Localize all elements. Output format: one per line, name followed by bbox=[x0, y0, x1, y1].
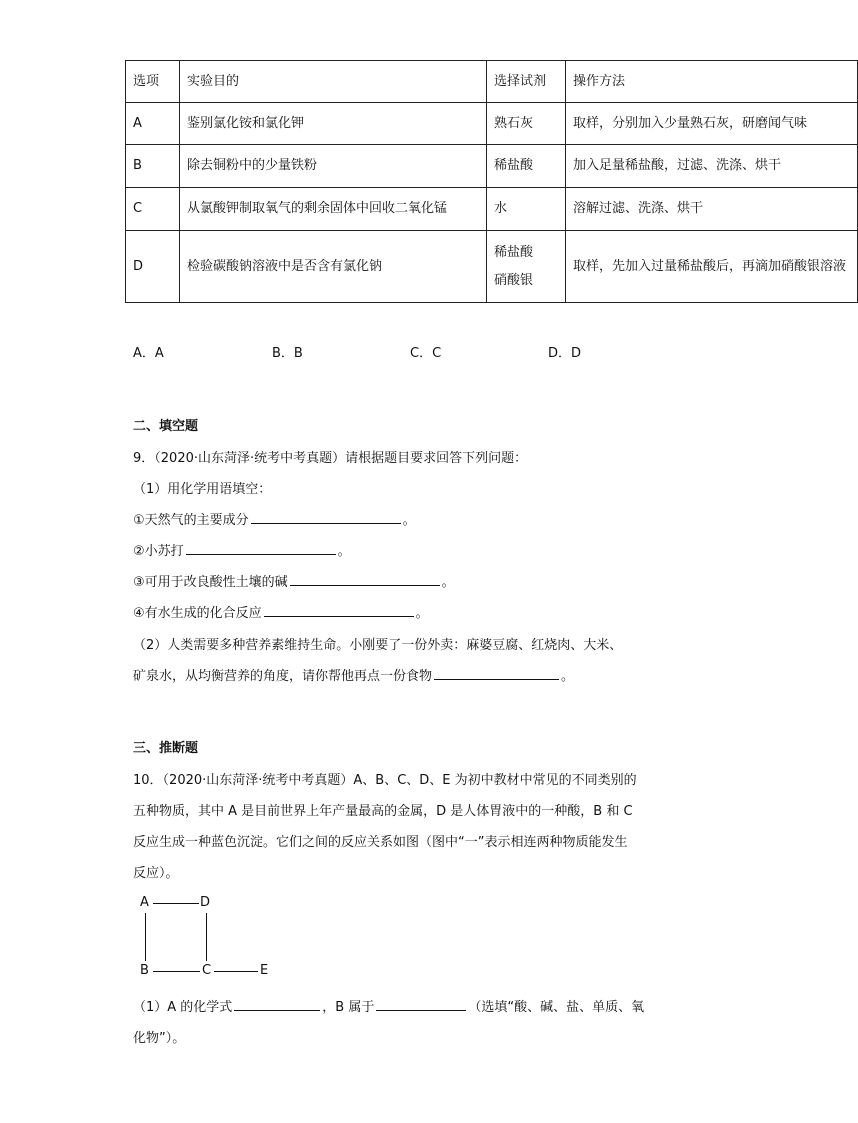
question-9-part1: （1）用化学用语填空： bbox=[133, 482, 272, 497]
answer-blank[interactable] bbox=[264, 602, 414, 617]
answer-blank[interactable] bbox=[290, 571, 440, 586]
item-text: ，B 属于 bbox=[322, 1000, 375, 1015]
option-cell: C bbox=[126, 188, 180, 231]
edge-a-d bbox=[153, 903, 199, 904]
table-header-cell: 操作方法 bbox=[566, 61, 858, 103]
item-text: ④有水生成的化合反应 bbox=[133, 606, 262, 621]
table-row bbox=[126, 231, 858, 303]
purpose-cell: 鉴别氯化铵和氯化钾 bbox=[180, 103, 487, 145]
reagent-cell: 熟石灰 bbox=[487, 103, 566, 145]
question-9-item-2 bbox=[133, 540, 351, 559]
method-cell: 溶解过滤、洗涤、烘干 bbox=[566, 188, 858, 231]
period: 。 bbox=[561, 669, 575, 684]
reagent-cell: 稀盐酸 bbox=[487, 145, 566, 188]
question-9-item-1 bbox=[133, 509, 416, 528]
table-header-cell: 选择试剂 bbox=[487, 61, 566, 103]
question-9-item-4 bbox=[133, 602, 429, 621]
table-header-row bbox=[126, 61, 858, 103]
item-text: ②小苏打 bbox=[133, 544, 184, 559]
option-cell: A bbox=[126, 103, 180, 145]
item-text: ③可用于改良酸性土壤的碱 bbox=[133, 575, 288, 590]
question-10-sub1 bbox=[133, 996, 644, 1015]
reagent-line: 稀盐酸 bbox=[494, 244, 534, 260]
node-b: B bbox=[140, 963, 149, 978]
node-e: E bbox=[260, 963, 269, 978]
purpose-cell: 从氯酸钾制取氧气的剩余固体中回收二氧化锰 bbox=[180, 188, 487, 231]
choice-c: C．C bbox=[410, 346, 442, 361]
answer-blank[interactable] bbox=[434, 665, 559, 680]
item-text: 矿泉水，从均衡营养的角度，请你帮他再点一份食物 bbox=[133, 669, 433, 684]
question-9-part2-line2 bbox=[133, 665, 574, 684]
method-cell: 取样，先加入过量稀盐酸后，再滴加硝酸银溶液 bbox=[566, 231, 858, 303]
experiment-table bbox=[125, 60, 858, 303]
choice-d: D．D bbox=[548, 346, 582, 361]
period: 。 bbox=[337, 544, 351, 559]
reagent-cell bbox=[487, 231, 566, 303]
method-cell: 取样，分别加入少量熟石灰，研磨闻气味 bbox=[566, 103, 858, 145]
section-title-inference: 三、推断题 bbox=[133, 741, 199, 756]
option-cell: B bbox=[126, 145, 180, 188]
question-10-sub1-line2: 化物”）。 bbox=[133, 1031, 186, 1046]
choice-a: A．A bbox=[133, 346, 164, 361]
period: 。 bbox=[415, 606, 429, 621]
table-row bbox=[126, 145, 858, 188]
table-row bbox=[126, 188, 858, 231]
node-c: C bbox=[202, 963, 212, 978]
question-10-line: 反应生成一种蓝色沉淀。它们之间的反应关系如图（图中“一”表示相连两种物质能发生 bbox=[133, 835, 628, 850]
edge-d-c bbox=[206, 913, 207, 961]
question-10-line: 五种物质，其中 A 是目前世界上年产量最高的金属，D 是人体胃液中的一种酸，B 和 C bbox=[133, 804, 633, 819]
item-text: （选填“酸、碱、盐、单质、氧 bbox=[468, 1000, 645, 1015]
answer-blank[interactable] bbox=[234, 996, 320, 1011]
purpose-cell: 除去铜粉中的少量铁粉 bbox=[180, 145, 487, 188]
reagent-cell: 水 bbox=[487, 188, 566, 231]
item-text: ①天然气的主要成分 bbox=[133, 513, 249, 528]
answer-blank[interactable] bbox=[186, 540, 336, 555]
period: 。 bbox=[441, 575, 455, 590]
table-row bbox=[126, 103, 858, 145]
node-a: A bbox=[140, 895, 149, 910]
edge-a-b bbox=[145, 913, 146, 961]
question-9-item-3 bbox=[133, 571, 455, 590]
period: 。 bbox=[402, 513, 416, 528]
reagent-line: 硝酸银 bbox=[494, 272, 534, 288]
edge-b-c bbox=[153, 971, 200, 972]
edge-c-e bbox=[214, 971, 258, 972]
node-d: D bbox=[200, 895, 211, 910]
question-9-stem: 9．（2020·山东菏泽·统考中考真题）请根据题目要求回答下列问题： bbox=[133, 451, 528, 466]
section-title-fill-blank: 二、填空题 bbox=[133, 419, 199, 434]
table-header-cell: 选项 bbox=[126, 61, 180, 103]
method-cell: 加入足量稀盐酸，过滤、洗涤、烘干 bbox=[566, 145, 858, 188]
question-10-line: 反应）。 bbox=[133, 866, 179, 881]
answer-blank[interactable] bbox=[376, 996, 466, 1011]
table-header-cell: 实验目的 bbox=[180, 61, 487, 103]
answer-blank[interactable] bbox=[251, 509, 401, 524]
purpose-cell: 检验碳酸钠溶液中是否含有氯化钠 bbox=[180, 231, 487, 303]
question-9-part2-line1: （2）人类需要多种营养素维持生命。小刚要了一份外卖：麻婆豆腐、红烧肉、大米、 bbox=[133, 638, 623, 653]
option-cell: D bbox=[126, 231, 180, 303]
question-10-line: 10．（2020·山东菏泽·统考中考真题）A、B、C、D、E 为初中教材中常见的不同类别的 bbox=[133, 773, 637, 788]
choice-b: B．B bbox=[272, 346, 303, 361]
item-text: （1）A 的化学式 bbox=[133, 1000, 233, 1015]
